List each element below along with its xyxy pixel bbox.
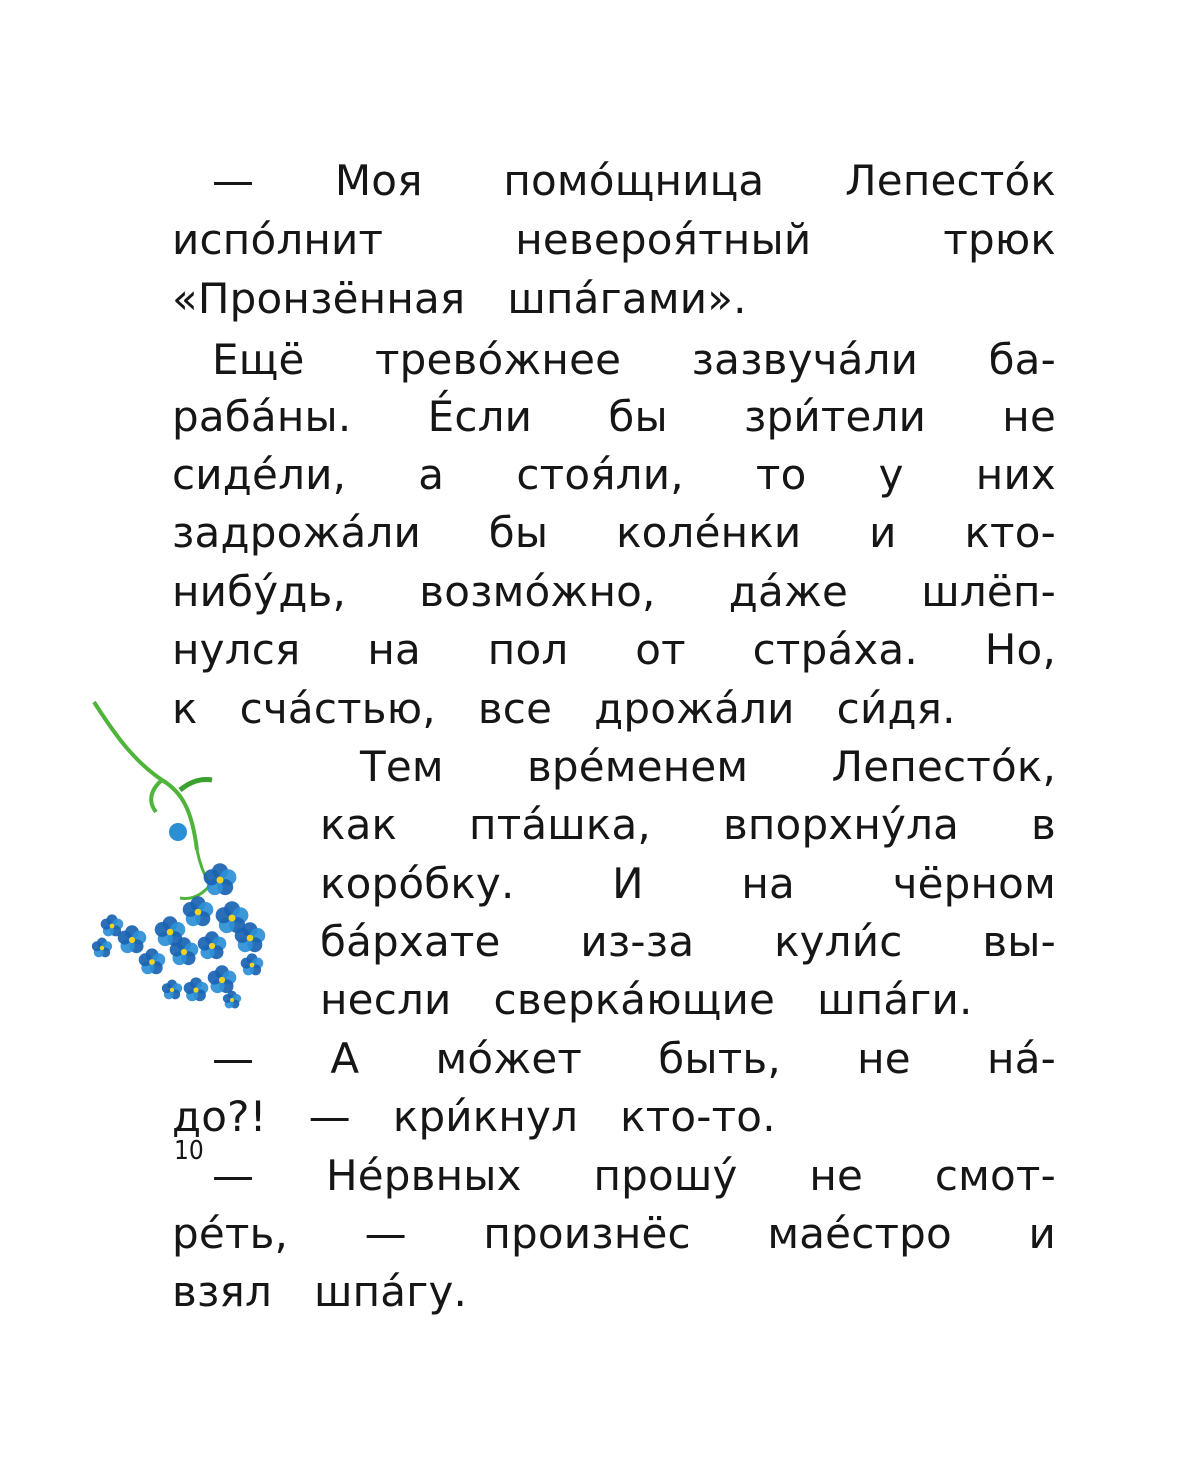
word: кто-то. [620,1092,776,1141]
word: несли [320,975,452,1024]
word: взял [172,1267,272,1316]
word: раба́ны. [172,392,352,441]
text-line [212,330,1056,390]
word: произнёс [483,1209,691,1258]
word: Е́сли [427,392,533,441]
word: Тем [360,742,444,791]
word: коле́нки [616,508,802,557]
flower-icon [162,980,182,1000]
word: ба- [988,335,1056,384]
flower-icon [92,938,112,958]
word: — [308,1092,351,1141]
word: трево́жнее [374,335,622,384]
word: пта́шка, [469,800,651,849]
word: пол [487,625,569,674]
word: кто- [964,508,1056,557]
flower-icon [184,977,209,1001]
word: Лепесто́к, [831,742,1056,791]
text-line [320,912,1056,972]
word: бы [608,392,668,441]
word: шпа́ги. [817,975,973,1024]
word: — [364,1209,407,1258]
text-line [172,387,1056,447]
text-line [212,1146,1056,1206]
text-line [172,679,956,739]
word: Лепесто́к [845,156,1056,205]
word: мо́жет [435,1034,583,1083]
word: трюк [943,215,1056,264]
word: нибу́дь, [172,567,347,616]
flower-icon [139,948,166,974]
word: шлёп- [921,567,1056,616]
text-line [320,854,1056,914]
text-line [172,1087,776,1147]
forget-me-not-illustration [72,690,292,1040]
word: кули́с [774,917,903,966]
text-line [320,970,973,1030]
page-number: 10 [174,1136,204,1166]
word: ба́рхате [320,917,501,966]
word: А [330,1034,360,1083]
word: стоя́ли, [516,450,684,499]
word: вре́менем [526,742,749,791]
word: в [1031,800,1056,849]
word: сверка́ющие [493,975,776,1024]
word: не [809,1151,864,1200]
text-line [172,503,1056,563]
word: зазвуча́ли [691,335,919,384]
word: из-за [580,917,695,966]
flower-icon [241,953,264,975]
word: чёрном [892,859,1056,908]
word: них [975,450,1056,499]
text-line [212,1029,1056,1089]
word: как [320,800,398,849]
word: сча́стью, [239,684,436,733]
flower-icon [118,925,147,953]
word: стра́ха. [752,625,918,674]
word: Но, [984,625,1056,674]
word: задрожа́ли [172,508,421,557]
word: си́дя. [836,684,956,733]
word: нулся [172,625,301,674]
word: и [1028,1209,1056,1258]
word: смот- [934,1151,1056,1200]
word: возмо́жно, [419,567,656,616]
word: дрожа́ли [594,684,795,733]
word: мае́стро [767,1209,952,1258]
word: то [755,450,807,499]
text-line [172,562,1056,622]
word: шпа́гами». [507,274,747,323]
word: вы- [982,917,1056,966]
word: испо́лнит [172,215,384,264]
text-line [360,737,1056,797]
word: И [612,859,644,908]
word: и [869,508,897,557]
word: быть, [658,1034,781,1083]
word: коро́бку. [320,859,515,908]
word: до?! [172,1092,267,1141]
word: бы [488,508,549,557]
word: да́же [728,567,849,616]
word: — [212,1034,255,1083]
flower-icon [208,965,237,993]
word: невероя́тный [515,215,812,264]
text-line [172,445,1056,505]
word: зри́тели [743,392,927,441]
word: кри́кнул [392,1092,579,1141]
word: у [878,450,904,499]
word: на [741,859,795,908]
flower-icon [101,914,124,936]
word: на [367,625,421,674]
text-line [212,151,1056,211]
word: — [212,156,255,205]
word: впорхну́ла [722,800,960,849]
text-line [320,795,1056,855]
word: — [212,1151,255,1200]
word: сиде́ли, [172,450,347,499]
word: Не́рвных [325,1151,522,1200]
word: Моя [334,156,423,205]
text-line [172,210,1056,270]
word: к [172,684,198,733]
word: шпа́гу. [314,1267,468,1316]
flower-icon [204,863,237,895]
text-line [172,269,747,329]
word: прошу́ [593,1151,738,1200]
word: «Пронзённая [172,274,466,323]
flower-icon [223,991,241,1009]
flower-icon [183,896,214,926]
word: помо́щница [503,156,765,205]
word: ре́ть, [172,1209,289,1258]
word: не [857,1034,911,1083]
word: от [635,625,686,674]
text-line [172,1204,1056,1264]
word: на́- [987,1034,1056,1083]
word: не [1002,392,1056,441]
text-line [172,620,1056,680]
word: все [477,684,553,733]
word: Ещё [212,335,305,384]
text-line [172,1262,467,1322]
word: а [418,450,445,499]
flower-icon [198,931,227,959]
